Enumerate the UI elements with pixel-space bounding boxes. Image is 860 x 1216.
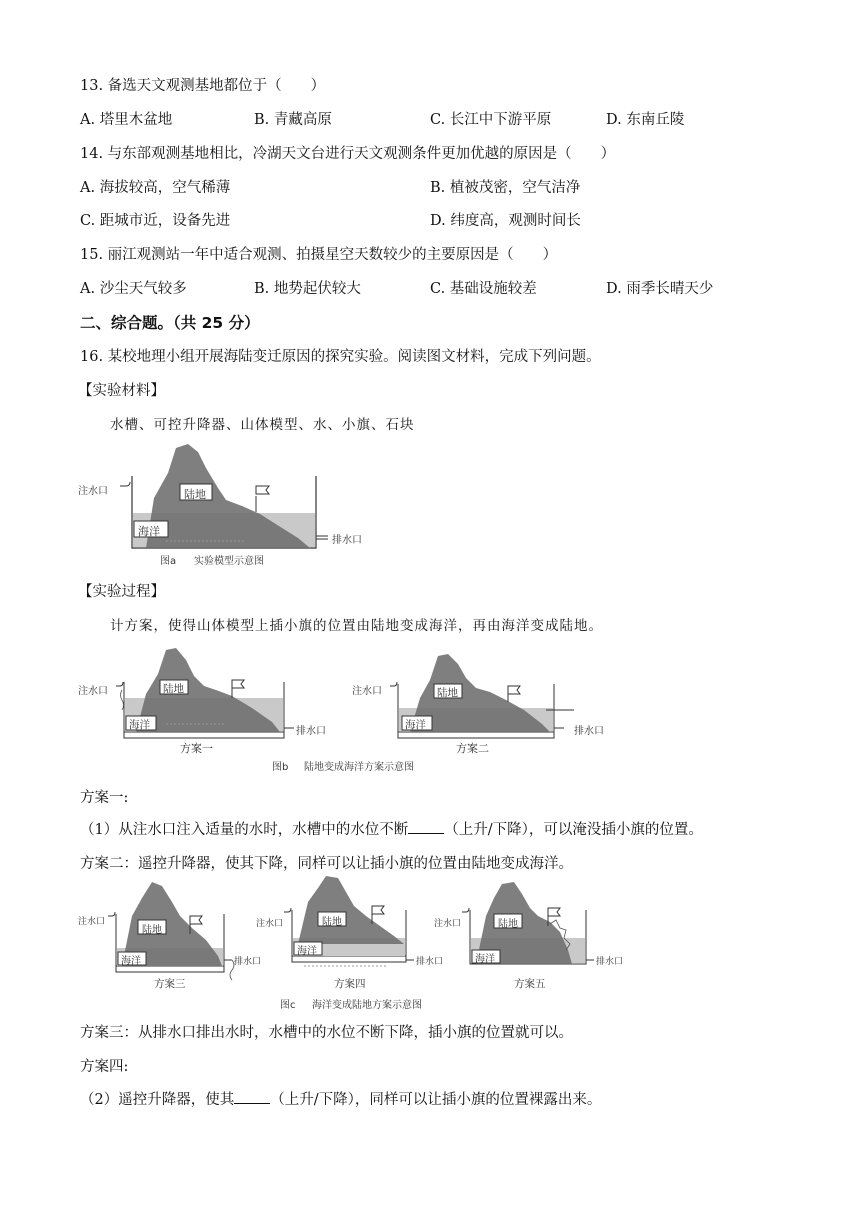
figb-caption: 陆地变成海洋方案示意图 <box>304 762 414 773</box>
figure-b <box>76 644 616 773</box>
figc-ocean-label-5: 海洋 <box>475 954 495 965</box>
q14-option-d[interactable]: D. 纬度高，观测时间长 <box>430 213 581 229</box>
figc-inlet-label-4: 注水口 <box>256 919 284 929</box>
figb-outlet-label-1: 排水口 <box>296 726 326 737</box>
figb-land-label-1: 陆地 <box>163 683 184 695</box>
figc-scheme4-label: 方案四 <box>334 978 366 990</box>
figc-land-label-3: 陆地 <box>142 925 162 936</box>
q2-answer-blank[interactable] <box>234 1091 270 1104</box>
q13-option-c[interactable]: C. 长江中下游平原 <box>430 112 552 128</box>
plan3-text: 方案三：从排水口排出水时，水槽中的水位不断下降，插小旗的位置就可以。 <box>80 1025 573 1041</box>
q2-text-before: （2）遥控升降器，使其 <box>80 1092 235 1108</box>
figc-ocean-label-4: 海洋 <box>297 946 317 957</box>
figc-ocean-label-3: 海洋 <box>121 956 141 967</box>
q15-option-a[interactable]: A. 沙尘天气较多 <box>80 281 187 297</box>
q13-stem: 13. 备选天文观测基地都位于（ ） <box>80 78 326 94</box>
figb-inlet-label-2: 注水口 <box>352 686 382 697</box>
figb-scheme2-label: 方案二 <box>456 742 489 755</box>
q14-option-b[interactable]: B. 植被茂密，空气洁净 <box>430 180 581 196</box>
figc-inlet-label-3: 注水口 <box>78 917 106 927</box>
figc-land-label-5: 陆地 <box>498 919 518 930</box>
figa-caption: 实验模型示意图 <box>194 556 264 567</box>
figure-c <box>76 876 636 1014</box>
q1-text-before: （1）从注水口注入适量的水时，水槽中的水位不断 <box>80 822 409 838</box>
q14-option-c[interactable]: C. 距城市近，设备先进 <box>80 213 231 229</box>
figb-inlet-label-1: 注水口 <box>78 686 108 697</box>
q15-option-c[interactable]: C. 基础设施较差 <box>430 281 537 297</box>
figb-caption-num: 图b <box>272 762 289 773</box>
figa-caption-num: 图a <box>160 556 177 567</box>
q16-stem: 16. 某校地理小组开展海陆变迁原因的探究实验。阅读图文材料，完成下列问题。 <box>80 349 601 365</box>
figb-ocean-label-1: 海洋 <box>129 719 150 731</box>
figc-outlet-label-3: 排水口 <box>234 957 262 967</box>
figc-inlet-label-5: 注水口 <box>434 919 462 929</box>
materials-list: 水槽、可控升降器、山体模型、水、小旗、石块 <box>110 417 415 433</box>
q14-stem: 14. 与东部观测基地相比，冷湖天文台进行天文观测条件更加优越的原因是（ ） <box>80 146 616 162</box>
q13-option-d[interactable]: D. 东南丘陵 <box>606 112 685 128</box>
process-text: 计方案，使得山体模型上插小旗的位置由陆地变成海洋，再由海洋变成陆地。 <box>110 618 603 634</box>
figc-outlet-label-5: 排水口 <box>596 957 624 967</box>
figb-outlet-label-2: 排水口 <box>574 726 604 737</box>
plan1-heading: 方案一: <box>80 790 129 806</box>
figc-caption-num: 图c <box>280 1000 296 1011</box>
figc-caption: 海洋变成陆地方案示意图 <box>312 1000 422 1011</box>
q13-option-b[interactable]: B. 青藏高原 <box>254 112 332 128</box>
plan2-text: 方案二：遥控升降器，使其下降，同样可以让插小旗的位置由陆地变成海洋。 <box>80 856 573 872</box>
q14-option-a[interactable]: A. 海拔较高，空气稀薄 <box>80 180 231 196</box>
figa-outlet-label: 排水口 <box>332 535 362 546</box>
q1-answer-blank[interactable] <box>408 821 444 834</box>
question-2 <box>80 1088 601 1109</box>
figb-scheme1-label: 方案一 <box>180 742 213 755</box>
q15-stem: 15. 丽江观测站一年中适合观测、拍摄星空天数较少的主要原因是（ ） <box>80 247 558 263</box>
q13-option-a[interactable]: A. 塔里木盆地 <box>80 112 173 128</box>
process-heading: 【实验过程】 <box>78 584 165 600</box>
q15-option-b[interactable]: B. 地势起伏较大 <box>254 281 361 297</box>
figb-land-label-2: 陆地 <box>437 687 458 699</box>
figc-outlet-label-4: 排水口 <box>416 957 444 967</box>
figa-inlet-label: 注水口 <box>78 486 108 497</box>
figb-ocean-label-2: 海洋 <box>405 719 426 731</box>
section-heading: 二、综合题。（共 25 分） <box>80 314 260 332</box>
q2-text-after: （上升/下降），同样可以让插小旗的位置裸露出来。 <box>270 1092 602 1108</box>
figa-ocean-label: 海洋 <box>138 525 160 538</box>
q15-option-d[interactable]: D. 雨季长晴天少 <box>606 281 714 297</box>
plan4-heading: 方案四: <box>80 1059 129 1075</box>
figc-scheme3-label: 方案三 <box>154 978 186 990</box>
question-1 <box>80 818 703 839</box>
figc-scheme5-label: 方案五 <box>514 978 546 990</box>
q1-text-after: （上升/下降），可以淹没插小旗的位置。 <box>444 822 703 838</box>
figc-land-label-4: 陆地 <box>322 917 342 928</box>
figa-land-label: 陆地 <box>184 488 206 501</box>
figure-a <box>76 438 376 568</box>
materials-heading: 【实验材料】 <box>78 383 165 399</box>
